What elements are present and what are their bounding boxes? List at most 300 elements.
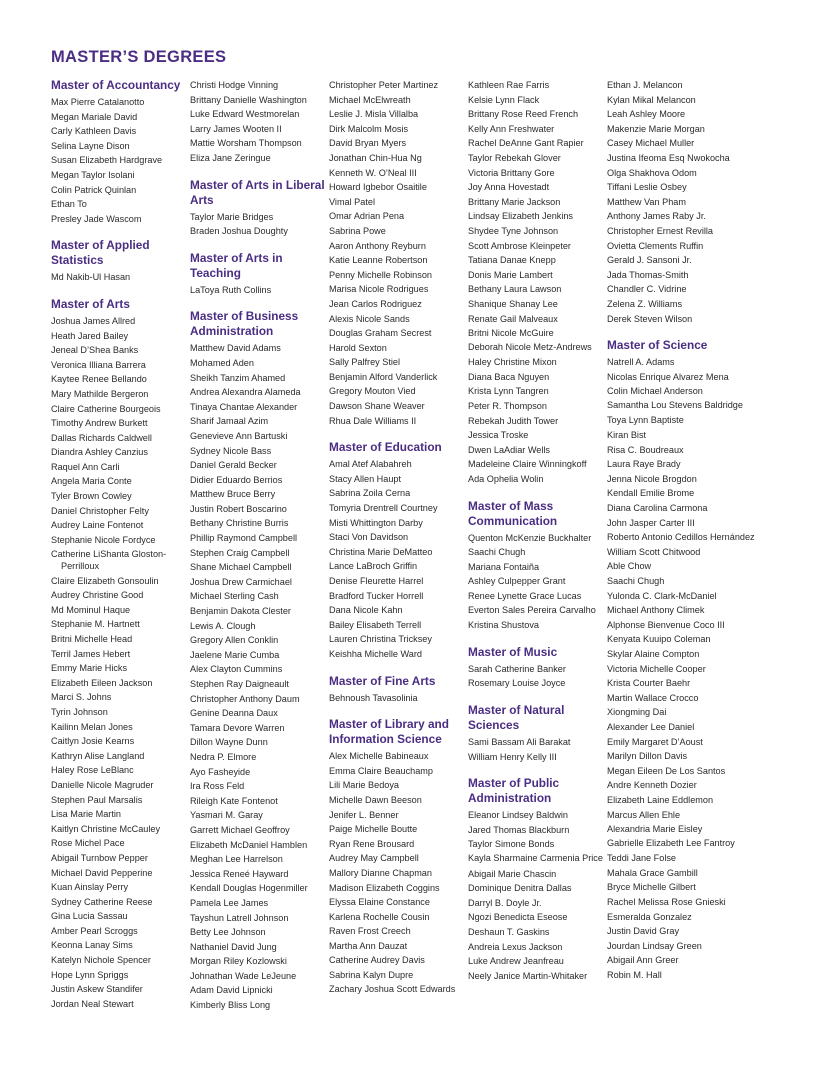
graduate-name: Skylar Alaine Compton — [607, 648, 700, 659]
section-heading: Master of Arts in Liberal Arts — [190, 177, 325, 207]
graduate-name: Justin David Gray — [607, 926, 680, 937]
graduate-name: Kailinn Melan Jones — [51, 721, 133, 732]
degree-section — [468, 499, 606, 633]
section-heading: Master of Library and Information Science — [329, 717, 449, 747]
graduate-name: Daniel Christopher Felty — [51, 505, 149, 516]
graduate-name: Abigail Marie Chascin — [468, 868, 557, 879]
graduate-name: Tayshun Latrell Johnson — [190, 912, 289, 923]
graduate-name: Dillon Wayne Dunn — [190, 737, 268, 748]
graduate-name: Elizabeth McDaniel Hamblen — [190, 839, 308, 850]
graduate-name: Michael McElwreath — [329, 94, 411, 105]
degree-section — [329, 78, 467, 428]
degree-section — [190, 178, 328, 239]
graduate-name: Lance LaBroch Griffin — [329, 561, 418, 572]
graduate-name: Betty Lee Johnson — [190, 927, 266, 938]
graduate-name: Michelle Dawn Beeson — [329, 794, 422, 805]
graduate-name: Misti Whittington Darby — [329, 517, 423, 528]
graduate-name: Taylor Simone Bonds — [468, 839, 555, 850]
graduate-name: Benjamin Alford Vanderlick — [329, 371, 438, 382]
graduate-name: Dallas Richards Caldwell — [51, 432, 152, 443]
name-list — [468, 531, 606, 633]
graduate-name: Joy Anna Hovestadt — [468, 182, 550, 193]
graduate-name: Lindsay Elizabeth Jenkins — [468, 211, 573, 222]
graduate-name: Amber Pearl Scroggs — [51, 925, 138, 936]
graduate-name: Risa C. Boudreaux — [607, 444, 684, 455]
graduate-name: Elizabeth Eileen Jackson — [51, 677, 153, 688]
graduate-name: Jenifer L. Benner — [329, 809, 399, 820]
graduate-name: Karlena Rochelle Cousin — [329, 911, 430, 922]
graduate-name: Matthew Van Pham — [607, 196, 686, 207]
graduate-name: Taylor Rebekah Glover — [468, 152, 561, 163]
degree-section — [190, 251, 328, 298]
graduate-name: Ada Ophelia Wolin — [468, 474, 544, 485]
graduate-name: Quenton McKenzie Buckhalter — [468, 532, 592, 543]
degree-section — [607, 78, 757, 326]
section-heading: Master of Arts — [51, 296, 130, 311]
graduate-name: Luke Andrew Jeanfreau — [468, 956, 564, 967]
graduate-name: Casey Michael Muller — [607, 138, 695, 149]
graduate-name: Raquel Ann Carli — [51, 461, 120, 472]
column-4 — [468, 78, 606, 995]
graduate-name: Jared Thomas Blackburn — [468, 824, 570, 835]
graduate-name: Pamela Lee James — [190, 897, 269, 908]
graduate-name: Christopher Peter Martinez — [329, 80, 439, 90]
graduate-name: Didier Eduardo Berrios — [190, 474, 283, 485]
graduate-name: Brittany Rose Reed French — [468, 109, 579, 120]
name-list — [51, 270, 189, 285]
graduate-name: Hope Lynn Spriggs — [51, 969, 129, 980]
degree-section — [468, 645, 606, 691]
graduate-name: Jaelene Marie Cumba — [190, 649, 280, 660]
graduate-name: Tyrin Johnson — [51, 706, 108, 717]
graduate-name: Tatiana Danae Knepp — [468, 255, 556, 266]
graduate-name: Dirk Malcolm Mosis — [329, 123, 409, 134]
graduate-name: Abigail Ann Greer — [607, 955, 679, 966]
graduate-name: Justin Askew Standifer — [51, 984, 143, 995]
graduate-name: Olga Shakhova Odom — [607, 167, 697, 178]
graduate-name: Jordan Neal Stewart — [51, 998, 134, 1009]
graduate-name: Gerald J. Sansoni Jr. — [607, 255, 692, 266]
graduate-name: Peter R. Thompson — [468, 401, 547, 412]
graduate-name: Colin Patrick Quinlan — [51, 184, 137, 195]
graduate-name: Nathaniel David Jung — [190, 941, 277, 952]
graduate-name: Eliza Jane Zeringue — [190, 152, 271, 163]
graduate-name: Michael Sterling Cash — [190, 591, 279, 602]
graduate-name: Sabrina Zoila Cerna — [329, 488, 411, 499]
graduate-name: Alexandria Marie Eisley — [607, 824, 703, 835]
column-2 — [190, 78, 328, 1025]
graduate-name: Makenzie Marie Morgan — [607, 123, 705, 134]
graduate-name: Jada Thomas-Smith — [607, 269, 689, 280]
graduate-name: Brittany Marie Jackson — [468, 196, 561, 207]
graduate-name: Elyssa Elaine Constance — [329, 897, 430, 908]
degree-section — [329, 717, 467, 997]
graduate-name: Adam David Lipnicki — [190, 985, 273, 996]
graduate-name: Selina Layne Dison — [51, 140, 130, 151]
graduate-name: Veronica Illiana Barrera — [51, 359, 146, 370]
graduate-name: Kylan Mikal Melancon — [607, 94, 696, 105]
graduate-name: Kiran Bist — [607, 430, 647, 441]
graduate-name: Shydee Tyne Johnson — [468, 225, 559, 236]
graduate-name: Penny Michelle Robinson — [329, 269, 432, 280]
graduate-name: Donis Marie Lambert — [468, 269, 553, 280]
graduate-name: Tomyria Drentrell Courtney — [329, 503, 438, 514]
graduate-name: Johnathan Wade LeJeune — [190, 970, 297, 981]
graduate-name: Genine Deanna Daux — [190, 708, 278, 719]
graduate-name: Elizabeth Laine Eddlemon — [607, 794, 714, 805]
graduate-name: Matthew David Adams — [190, 343, 281, 354]
graduate-name: Katie Leanne Robertson — [329, 255, 428, 266]
graduate-name: Rosemary Louise Joyce — [468, 678, 566, 689]
page-title: MASTER’S DEGREES — [51, 48, 227, 66]
graduate-name: LaToya Ruth Collins — [190, 284, 272, 295]
graduate-name: Christi Hodge Vinning — [190, 80, 279, 90]
graduate-name: Mohamed Aden — [190, 357, 254, 368]
graduate-name: Saachi Chugh — [468, 547, 526, 558]
graduate-name: Tamara Devore Warren — [190, 722, 285, 733]
graduate-name: Garrett Michael Geoffroy — [190, 824, 290, 835]
graduate-name: Stephanie M. Hartnett — [51, 619, 140, 630]
graduate-name: Vimal Patel — [329, 196, 375, 207]
graduate-name: Nicolas Enrique Alvarez Mena — [607, 371, 729, 382]
graduate-name: Yulonda C. Clark-McDaniel — [607, 590, 717, 601]
graduate-name: Krista Courter Baehr — [607, 678, 691, 689]
section-heading: Master of Accountancy — [51, 78, 181, 92]
name-list — [51, 95, 189, 226]
graduate-name: Bradford Tucker Horrell — [329, 590, 424, 601]
graduate-name: Brittany Danielle Washington — [190, 94, 307, 105]
graduate-name: Saachi Chugh — [607, 576, 665, 586]
graduate-name: Neely Janice Martin-Whitaker — [468, 970, 588, 981]
graduate-name: Timothy Andrew Burkett — [51, 418, 148, 429]
graduate-name: Leslie J. Misla Villalba — [329, 109, 419, 120]
graduate-name: Marcus Allen Ehle — [607, 809, 681, 820]
section-heading: Master of Natural Sciences — [468, 702, 565, 732]
graduate-name: Sheikh Tanzim Ahamed — [190, 372, 286, 383]
graduate-name: Rachel Melissa Rose Gnieski — [607, 897, 726, 908]
graduate-name: Michael Anthony Climek — [607, 605, 705, 616]
graduate-name: Kaytee Renee Bellando — [51, 374, 147, 385]
degree-section — [329, 674, 467, 706]
graduate-name: Emily Margaret D’Aoust — [607, 736, 703, 747]
graduate-name: Diana Carolina Carmona — [607, 503, 708, 514]
graduate-name: Shanique Shanay Lee — [468, 298, 558, 309]
graduate-name: Xiongming Dai — [607, 707, 667, 718]
section-heading: Master of Fine Arts — [329, 673, 436, 688]
graduate-name: William Henry Kelly III — [468, 751, 557, 762]
graduate-name: Howard Igbebor Osaitile — [329, 182, 427, 193]
graduate-name: Michael David Pepperine — [51, 867, 153, 878]
graduate-name: Catherine LiShanta Gloston-Perrilloux — [51, 548, 167, 571]
column-1 — [51, 78, 189, 1023]
graduate-name: Heath Jared Bailey — [51, 330, 129, 341]
graduate-name: William Scott Chitwood — [607, 546, 701, 557]
graduate-name: Tiffani Leslie Osbey — [607, 182, 687, 193]
graduate-name: Kayla Sharmaine Carmenia Price — [468, 853, 603, 864]
graduate-name: Audrey Laine Fontenot — [51, 520, 144, 531]
graduate-name: Claire Catherine Bourgeois — [51, 403, 161, 414]
graduate-name: Ayo Fasheyide — [190, 766, 251, 777]
graduate-name: Stephen Paul Marsalis — [51, 794, 143, 805]
graduate-name: Danielle Nicole Magruder — [51, 779, 154, 790]
graduate-name: Sabrina Kalyn Dupre — [329, 970, 414, 981]
graduate-name: Derek Steven Wilson — [607, 313, 693, 324]
graduate-name: Esmeralda Gonzalez — [607, 911, 692, 922]
graduate-name: Kelly Ann Freshwater — [468, 123, 555, 134]
graduate-name: Caitlyn Josie Kearns — [51, 736, 135, 747]
name-list — [329, 457, 467, 661]
graduate-name: Kaitlyn Christine McCauley — [51, 823, 161, 834]
graduate-name: Behnoush Tavasolinia — [329, 692, 418, 703]
graduate-name: Dominique Denitra Dallas — [468, 883, 572, 894]
graduate-name: Jenna Nicole Brogdon — [607, 473, 697, 484]
section-heading: Master of Business Administration — [190, 309, 299, 339]
graduate-name: Colin Michael Anderson — [607, 386, 703, 397]
graduate-name: Rhua Dale Williams II — [329, 415, 417, 426]
name-list — [607, 355, 757, 983]
graduate-name: Jean Carlos Rodriguez — [329, 298, 422, 309]
graduate-name: Lili Marie Bedoya — [329, 780, 399, 791]
graduate-name: Terril James Hebert — [51, 648, 131, 659]
graduate-name: Braden Joshua Doughty — [190, 226, 288, 237]
graduate-name: Diana Baca Nguyen — [468, 371, 550, 382]
graduate-name: Bethany Laura Lawson — [468, 284, 562, 295]
name-list — [329, 78, 467, 428]
graduate-name: Rose Michel Pace — [51, 838, 125, 849]
graduate-name: Joshua Drew Carmichael — [190, 576, 292, 587]
degree-section — [468, 703, 606, 764]
graduate-name: Shane Michael Campbell — [190, 562, 292, 573]
graduate-name: Sami Bassam Ali Barakat — [468, 736, 571, 747]
degree-section — [468, 776, 606, 983]
degree-section — [51, 297, 189, 1012]
graduate-name: Mary Mathilde Bergeron — [51, 388, 149, 399]
graduate-name: Darryl B. Doyle Jr. — [468, 897, 542, 908]
graduate-name: Emmy Marie Hicks — [51, 663, 128, 674]
graduate-name: Luke Edward Westmorelan — [190, 109, 300, 120]
degree-section — [329, 440, 467, 661]
graduate-name: Martin Wallace Crocco — [607, 692, 699, 703]
graduate-name: Madison Elizabeth Coggins — [329, 882, 440, 893]
graduate-name: Anthony James Raby Jr. — [607, 211, 706, 222]
graduate-name: Genevieve Ann Bartuski — [190, 430, 288, 441]
graduate-name: Samantha Lou Stevens Baldridge — [607, 400, 743, 411]
graduate-name: Roberto Antonio Cedillos Hernández — [607, 531, 755, 542]
graduate-name: Joshua James Allred — [51, 315, 136, 326]
graduate-name: Christina Marie DeMatteo — [329, 546, 433, 557]
graduate-name: Justin Robert Boscarino — [190, 503, 287, 514]
graduate-name: Morgan Riley Kozlowski — [190, 956, 287, 967]
graduate-name: Raven Frost Creech — [329, 926, 411, 937]
graduate-name: Megan Taylor Isolani — [51, 169, 135, 180]
graduate-name: Renate Gail Malveaux — [468, 313, 558, 324]
graduate-name: Rachel DeAnne Gant Rapier — [468, 138, 584, 149]
graduate-name: Kimberly Bliss Long — [190, 1000, 271, 1011]
graduate-name: Eleanor Lindsey Baldwin — [468, 810, 568, 821]
graduate-name: Stacy Allen Haupt — [329, 473, 402, 484]
degree-section — [190, 78, 328, 166]
graduate-name: Jonathan Chin-Hua Ng — [329, 152, 422, 163]
graduate-name: Able Chow — [607, 561, 652, 572]
graduate-name: Paige Michelle Boutte — [329, 824, 418, 835]
graduate-name: Alphonse Bienvenue Coco III — [607, 619, 725, 630]
graduate-name: Alex Michelle Babineaux — [329, 751, 429, 762]
graduate-name: Sally Palfrey Stiel — [329, 357, 400, 368]
graduate-name: Benjamin Dakota Clester — [190, 606, 291, 617]
graduate-name: Harold Sexton — [329, 342, 387, 353]
graduate-name: Denise Fleurette Harrel — [329, 576, 424, 586]
graduate-name: Lisa Marie Martin — [51, 809, 121, 820]
graduate-name: Mallory Dianne Chapman — [329, 867, 432, 878]
graduate-name: Sarah Catherine Banker — [468, 663, 566, 674]
graduate-name: Chandler C. Vidrine — [607, 284, 687, 295]
graduate-name: Tinaya Chantae Alexander — [190, 401, 298, 412]
graduate-name: Ethan J. Melancon — [607, 80, 683, 90]
graduate-name: Stephen Ray Daigneault — [190, 679, 289, 689]
graduate-name: Amal Atef Alabahreh — [329, 459, 412, 470]
graduate-name: Max Pierre Catalanotto — [51, 97, 145, 107]
graduate-name: Kenneth W. O’Neal III — [329, 167, 417, 178]
graduate-name: Emma Claire Beauchamp — [329, 765, 433, 776]
graduate-name: Gabrielle Elizabeth Lee Fantroy — [607, 838, 735, 849]
graduate-name: Claire Elizabeth Gonsoulin — [51, 575, 159, 586]
graduate-name: Ovietta Clements Ruffin — [607, 240, 704, 251]
graduate-name: Megan Eileen De Los Santos — [607, 765, 726, 776]
graduate-name: Everton Sales Pereira Carvalho — [468, 605, 596, 616]
graduate-name: Kenyata Kuuipo Coleman — [607, 634, 711, 645]
graduate-name: Rileigh Kate Fontenot — [190, 795, 278, 806]
graduate-name: Gregory Allen Conklin — [190, 635, 279, 646]
graduate-name: Alexis Nicole Sands — [329, 313, 410, 324]
graduate-name: Teddi Jane Folse — [607, 853, 676, 864]
graduate-name: Ethan To — [51, 199, 87, 210]
degree-section — [51, 78, 189, 226]
graduate-name: Jessica Reneé Hayward — [190, 868, 289, 879]
graduate-name: Mattie Worsham Thompson — [190, 138, 302, 149]
name-list — [190, 210, 328, 239]
graduate-name: Ashley Culpepper Grant — [468, 576, 566, 587]
graduate-name: Yasmari M. Garay — [190, 810, 263, 821]
graduate-name: Susan Elizabeth Hardgrave — [51, 155, 163, 166]
graduate-name: Matthew Bruce Berry — [190, 489, 276, 500]
graduate-name: Taylor Marie Bridges — [190, 211, 274, 222]
graduate-name: Megan Mariale David — [51, 111, 138, 122]
graduate-name: Kendall Douglas Hogenmiller — [190, 883, 308, 894]
graduate-name: Deshaun T. Gaskins — [468, 926, 550, 937]
graduate-name: Abigail Turnbow Pepper — [51, 852, 148, 863]
graduate-name: Phillip Raymond Campbell — [190, 533, 298, 544]
name-list — [468, 662, 606, 691]
graduate-name: Robin M. Hall — [607, 970, 662, 981]
graduate-name: Kelsie Lynn Flack — [468, 94, 540, 105]
name-list — [468, 735, 606, 764]
section-heading: Master of Public Administration — [468, 776, 560, 806]
graduate-name: Marci S. Johns — [51, 692, 112, 703]
graduate-name: Christopher Ernest Revilla — [607, 225, 713, 236]
degree-section — [51, 238, 189, 285]
graduate-name: Jourdan Lindsay Green — [607, 940, 702, 951]
graduate-name: Justina Ifeoma Esq Nwokocha — [607, 152, 730, 163]
graduate-name: Presley Jade Wascom — [51, 213, 142, 224]
graduate-name: Bailey Elisabeth Terrell — [329, 619, 422, 630]
graduate-name: Aaron Anthony Reyburn — [329, 240, 426, 251]
graduate-name: Ryan Rene Brousard — [329, 838, 415, 849]
graduate-name: Kendall Emilie Brome — [607, 488, 695, 499]
graduate-name: Sydney Catherine Reese — [51, 896, 153, 907]
section-heading: Master of Arts in Teaching — [190, 250, 283, 280]
graduate-name: Dwen LaAdiar Wells — [468, 444, 550, 455]
graduate-name: Rebekah Judith Tower — [468, 415, 559, 426]
graduate-name: Douglas Graham Secrest — [329, 328, 432, 339]
graduate-name: Kathryn Alise Langland — [51, 750, 145, 761]
section-heading: Master of Mass Communication — [468, 498, 558, 528]
graduate-name: Lauren Christina Tricksey — [329, 634, 432, 645]
graduate-name: Britni Nicole McGuire — [468, 328, 554, 339]
graduate-name: Britni Michelle Head — [51, 634, 133, 644]
graduate-name: Bryce Michelle Gilbert — [607, 882, 696, 893]
degree-section — [190, 309, 328, 1012]
name-list — [468, 808, 606, 983]
graduate-name: Toya Lynn Baptiste — [607, 415, 684, 426]
graduate-name: Ngozi Benedicta Eseose — [468, 912, 568, 923]
graduate-name: Kuan Ainslay Perry — [51, 882, 129, 893]
graduate-name: Lewis A. Clough — [190, 620, 256, 631]
graduate-name: Andrea Alexandra Alameda — [190, 387, 301, 398]
graduate-name: Madeleine Claire Winningkoff — [468, 459, 587, 470]
graduate-name: Stephen Craig Campbell — [190, 547, 290, 558]
degree-section — [468, 78, 606, 487]
graduate-name: Scott Ambrose Kleinpeter — [468, 240, 571, 251]
graduate-name: Renee Lynette Grace Lucas — [468, 591, 582, 601]
name-list — [190, 341, 328, 1012]
name-list — [51, 314, 189, 1012]
graduate-name: Leah Ashley Moore — [607, 109, 686, 120]
column-5 — [607, 78, 757, 995]
graduate-name: Keonna Lanay Sims — [51, 940, 133, 951]
graduate-name: Kristina Shustova — [468, 620, 540, 631]
name-list — [468, 78, 606, 487]
graduate-name: Victoria Michelle Cooper — [607, 663, 706, 674]
graduate-name: Md Mominul Haque — [51, 604, 131, 615]
graduate-name: Zelena Z. Williams — [607, 298, 683, 309]
graduate-name: Audrey Christine Good — [51, 590, 144, 601]
graduate-name: Christopher Anthony Daum — [190, 693, 300, 704]
graduate-name: Victoria Brittany Gore — [468, 167, 555, 178]
name-list — [607, 78, 757, 326]
graduate-name: Dana Nicole Kahn — [329, 605, 403, 616]
graduate-name: Gina Lucia Sassau — [51, 911, 128, 922]
graduate-name: Natrell A. Adams — [607, 357, 675, 368]
section-heading: Master of Applied Statistics — [51, 238, 150, 268]
graduate-name: Catherine Audrey Davis — [329, 955, 425, 966]
graduate-name: Larry James Wooten II — [190, 123, 282, 134]
graduate-name: Staci Von Davidson — [329, 532, 409, 543]
name-list — [329, 749, 467, 997]
graduate-name: Jessica Troske — [468, 430, 529, 441]
graduate-name: Sharif Jamaal Azim — [190, 416, 269, 427]
graduate-name: Laura Raye Brady — [607, 459, 681, 470]
graduate-name: Daniel Gerald Becker — [190, 460, 277, 471]
graduate-name: Mahala Grace Gambill — [607, 867, 698, 878]
section-heading: Master of Music — [468, 644, 558, 659]
graduate-name: Dawson Shane Weaver — [329, 401, 425, 412]
graduate-name: Martha Ann Dauzat — [329, 940, 408, 951]
graduate-name: Zachary Joshua Scott Edwards — [329, 984, 456, 995]
graduate-name: David Bryan Myers — [329, 138, 407, 149]
graduate-name: Stephanie Nicole Fordyce — [51, 534, 156, 545]
graduate-name: Jeneal D’Shea Banks — [51, 345, 139, 356]
graduate-name: Angela Maria Conte — [51, 476, 132, 487]
